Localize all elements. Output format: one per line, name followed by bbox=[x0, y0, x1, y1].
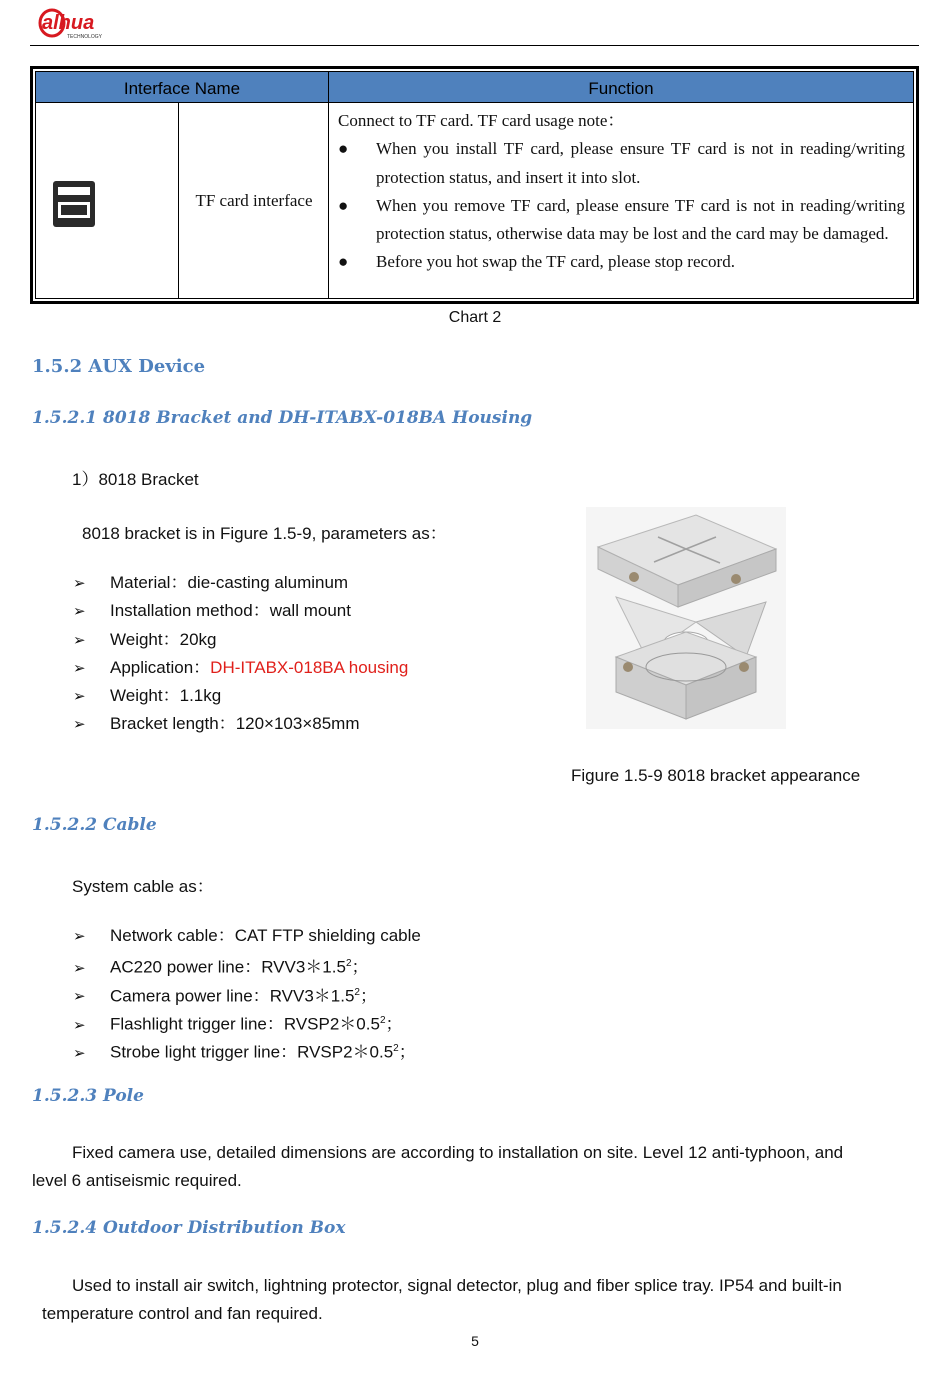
header-divider bbox=[30, 45, 919, 46]
bullet-icon: ● bbox=[338, 195, 349, 215]
interface-table bbox=[30, 66, 919, 304]
cable-label: Network cable： bbox=[110, 926, 235, 945]
note-text: When you install TF card, please ensure TF card is not in reading/writing protection status, and insert it into slot. bbox=[376, 139, 905, 187]
arrow-bullet-icon: ➢ bbox=[73, 631, 86, 649]
header-function: Function bbox=[588, 79, 654, 98]
cable-end: ； bbox=[398, 1042, 416, 1062]
list-item bbox=[73, 682, 408, 710]
list-item bbox=[73, 710, 408, 738]
cable-value: RVV3＊1.5 bbox=[261, 957, 346, 977]
param-value: 1.1kg bbox=[179, 686, 222, 706]
param-label: Application： bbox=[110, 657, 211, 677]
figure-caption: Figure 1.5-9 8018 bracket appearance bbox=[571, 766, 861, 785]
table-header-row bbox=[36, 72, 913, 103]
tf-card-slot-icon bbox=[52, 180, 96, 228]
cable-value: CAT FTP shielding cable bbox=[234, 926, 421, 945]
dahua-logo bbox=[38, 6, 148, 40]
logo-subtext: TECHNOLOGY bbox=[67, 34, 103, 40]
arrow-bullet-icon: ➢ bbox=[73, 988, 86, 1006]
arrow-bullet-icon: ➢ bbox=[73, 659, 86, 677]
bracket-subheading: 1）8018 Bracket bbox=[72, 470, 199, 489]
box-text-line-2: temperature control and fan required. bbox=[42, 1304, 323, 1323]
list-item bbox=[338, 248, 905, 276]
cable-label: AC220 power line： bbox=[110, 957, 262, 977]
cable-exponent: 2 bbox=[379, 1014, 386, 1026]
param-label: Material： bbox=[110, 573, 188, 592]
arrow-bullet-icon: ➢ bbox=[73, 688, 86, 706]
cable-value: RVSP2＊0.5 bbox=[297, 1042, 394, 1062]
arrow-bullet-icon: ➢ bbox=[73, 1044, 86, 1062]
box-text-line-1: Used to install air switch, lightning protector, signal detector, plug and fiber splice tray. IP54 and built-in bbox=[72, 1276, 842, 1295]
pole-text-line-1: Fixed camera use, detailed dimensions are according to installation on site. Level 12 anti-typhoon, and bbox=[72, 1143, 844, 1162]
note-text: When you remove TF card, please ensure TF card is not in reading/writing protection status, otherwise data may be lost and the card may be damaged. bbox=[376, 195, 905, 244]
bracket-photo bbox=[586, 507, 786, 729]
function-cell bbox=[338, 107, 905, 277]
param-label: Weight： bbox=[110, 629, 180, 649]
arrow-bullet-icon: ➢ bbox=[73, 575, 86, 592]
bracket-parameter-list bbox=[73, 569, 408, 739]
tf-card-notes bbox=[338, 135, 905, 276]
arrow-bullet-icon: ➢ bbox=[73, 959, 86, 977]
param-value: 120×103×85mm bbox=[235, 714, 360, 734]
cable-label: Camera power line： bbox=[110, 986, 270, 1006]
note-text: Before you hot swap the TF card, please stop record. bbox=[376, 252, 735, 272]
cable-list bbox=[73, 922, 421, 1063]
param-value: die-casting aluminum bbox=[187, 573, 349, 592]
page-number: 5 bbox=[471, 1333, 479, 1349]
param-label: Bracket length： bbox=[110, 714, 236, 734]
arrow-bullet-icon: ➢ bbox=[73, 1016, 86, 1034]
function-intro: Connect to TF card. TF card usage note： bbox=[338, 111, 625, 130]
cable-value: RVV3＊1.5 bbox=[269, 986, 355, 1006]
list-item bbox=[338, 135, 905, 192]
list-item bbox=[73, 1007, 421, 1035]
param-value-highlight: DH-ITABX-018BA housing bbox=[210, 657, 409, 677]
bullet-icon: ● bbox=[338, 252, 349, 272]
cable-exponent: 2 bbox=[345, 958, 352, 970]
list-item bbox=[73, 569, 408, 597]
section-heading-pole: 1.5.2.3 Pole bbox=[32, 1086, 144, 1106]
param-value: wall mount bbox=[269, 601, 351, 621]
cable-end: ； bbox=[351, 957, 369, 977]
arrow-bullet-icon: ➢ bbox=[73, 603, 86, 621]
list-item bbox=[73, 626, 408, 654]
param-label: Weight： bbox=[110, 686, 180, 706]
cable-exponent: 2 bbox=[393, 1043, 399, 1055]
bullet-icon: ● bbox=[338, 139, 349, 159]
arrow-bullet-icon: ➢ bbox=[73, 928, 86, 945]
cable-label: Strobe light trigger line： bbox=[110, 1042, 298, 1062]
param-value: 20kg bbox=[179, 629, 217, 649]
cable-end: ； bbox=[359, 986, 377, 1006]
logo-text: alhua bbox=[42, 12, 95, 34]
pole-text-line-2: level 6 antiseismic required. bbox=[32, 1171, 242, 1190]
cable-end: ； bbox=[385, 1014, 403, 1034]
cable-exponent: 2 bbox=[354, 986, 360, 998]
section-heading-bracket: 1.5.2.1 8018 Bracket and DH-ITABX-018BA Housing bbox=[32, 408, 533, 428]
cable-label: Flashlight trigger line： bbox=[110, 1014, 284, 1034]
table-caption: Chart 2 bbox=[448, 309, 502, 326]
section-heading-distribution-box: 1.5.2.4 Outdoor Distribution Box bbox=[32, 1218, 346, 1238]
bracket-intro: 8018 bracket is in Figure 1.5-9, parameters as： bbox=[82, 524, 447, 543]
cable-value: RVSP2＊0.5 bbox=[283, 1014, 380, 1034]
interface-name-cell: TF card interface bbox=[195, 190, 313, 210]
list-item bbox=[73, 1035, 421, 1063]
header-interface-name: Interface Name bbox=[36, 72, 329, 102]
list-item bbox=[73, 922, 421, 950]
section-heading-cable: 1.5.2.2 Cable bbox=[32, 815, 157, 835]
list-item bbox=[338, 192, 905, 249]
cable-intro: System cable as： bbox=[72, 877, 214, 896]
list-item bbox=[73, 597, 408, 625]
section-heading-aux-device: 1.5.2 AUX Device bbox=[32, 356, 206, 377]
list-item bbox=[73, 979, 421, 1007]
param-label: Installation method： bbox=[110, 601, 270, 621]
list-item bbox=[73, 950, 421, 978]
list-item bbox=[73, 654, 408, 682]
arrow-bullet-icon: ➢ bbox=[73, 716, 86, 734]
